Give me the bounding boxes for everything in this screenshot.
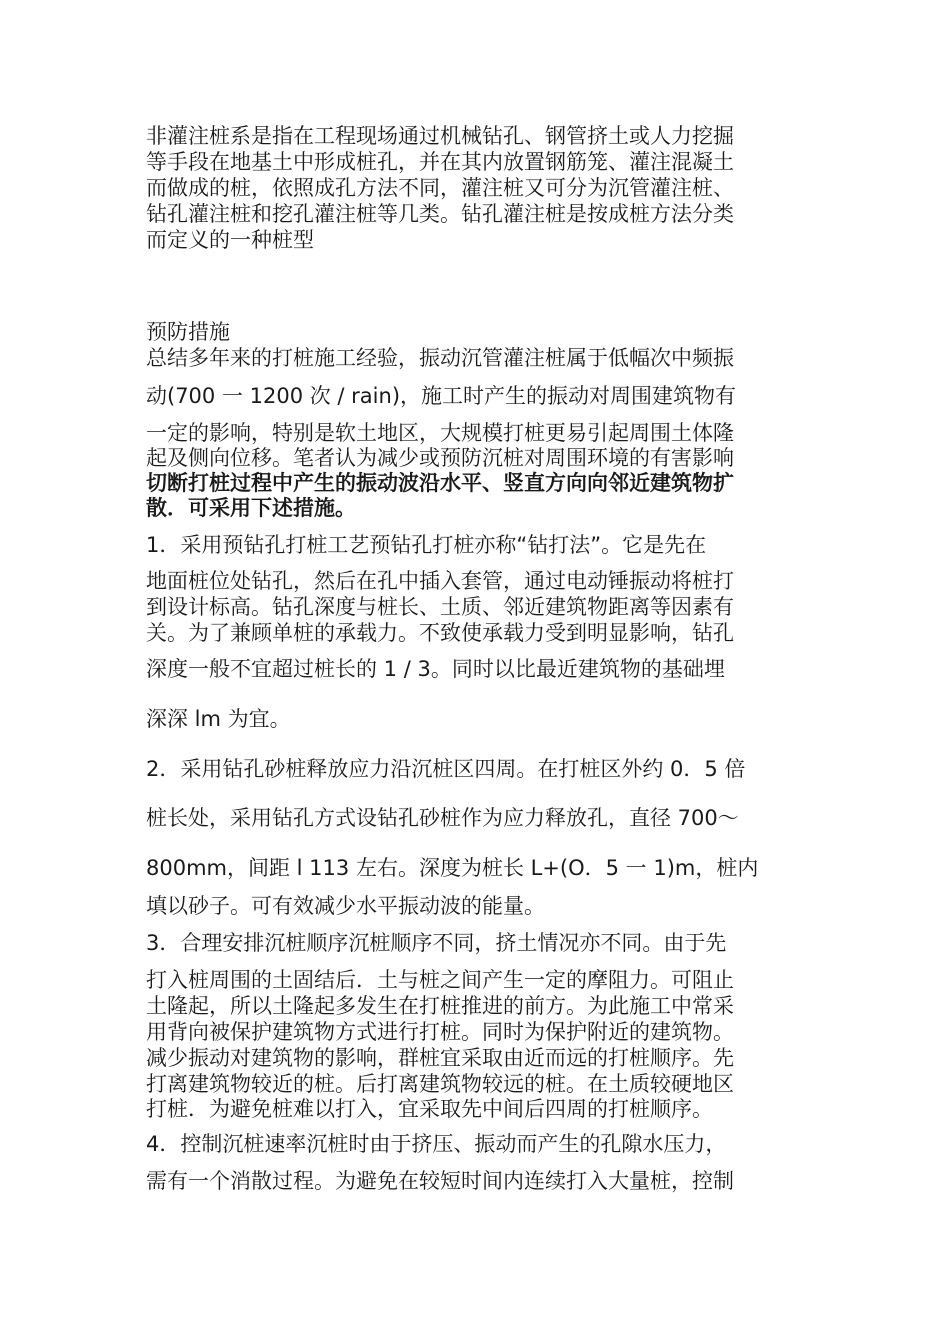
summary-line: 一定的影响，特别是软土地区，大规模打桩更易引起周围土体隆 (146, 421, 734, 445)
item-3-line: 打桩．为避免桩难以打入，宜采取先中间后四周的打桩顺序。 (146, 1097, 713, 1121)
item-3-line: 打入桩周围的土固结后．土与桩之间产生一定的摩阻力。可阻止 (146, 968, 734, 992)
item-3-line: 土隆起，所以土隆起多发生在打桩推进的前方。为此施工中常采 (146, 994, 734, 1018)
item-3-line: 打离建筑物较近的桩。后打离建筑物较远的桩。在土质较硬地区 (146, 1072, 734, 1096)
item-1-line: 关。为了兼顾单桩的承载力。不致使承载力受到明显影响，钻孔 (146, 621, 734, 645)
item-1-line: 到设计标高。钻孔深度与桩长、土质、邻近建筑物距离等因素有 (146, 595, 734, 619)
item-1-line: 1．采用预钻孔打桩工艺预钻孔打桩亦称“钻打法”。它是先在 (146, 533, 707, 557)
item-2-line: 桩长处，采用钻孔方式设钻孔砂桩作为应力释放孔，直径 700～ (146, 806, 739, 830)
item-3-line: 减少振动对建筑物的影响，群桩宜采取由近而远的打桩顺序。先 (146, 1046, 734, 1070)
item-2-line: 2．采用钻孔砂桩释放应力沿沉桩区四周。在打桩区外约 0．5 倍 (146, 757, 746, 781)
item-1-line: 深度一般不宜超过桩长的 1 / 3。同时以比最近建筑物的基础埋 (146, 657, 725, 681)
item-1-line: 深深 lm 为宜。 (146, 707, 291, 731)
item-4-line: 需有一个消散过程。为避免在较短时间内连续打入大量桩，控制 (146, 1169, 734, 1193)
item-3-line: 3．合理安排沉桩顺序沉桩顺序不同，挤土情况亦不同。由于先 (146, 931, 727, 955)
intro-line: 而定义的一种桩型 (146, 228, 314, 252)
intro-line: 非灌注桩系是指在工程现场通过机械钻孔、钢管挤土或人力挖掘 (146, 124, 734, 148)
item-1-line: 地面桩位处钻孔，然后在孔中插入套管，通过电动锤振动将桩打 (146, 569, 734, 593)
summary-line: 散．可采用下述措施。 (146, 496, 356, 520)
summary-line: 起及侧向位移。笔者认为减少或预防沉桩对周围环境的有害影响 (146, 446, 734, 470)
intro-line: 而做成的桩，依照成孔方法不同，灌注桩又可分为沉管灌注桩、 (146, 176, 734, 200)
section-title: 预防措施 (146, 320, 230, 344)
summary-line: 总结多年来的打桩施工经验，振动沉管灌注桩属于低幅次中频振 (146, 346, 734, 370)
summary-line: 动(700 一 1200 次 / rain)，施工时产生的振动对周围建筑物有 (146, 384, 737, 408)
item-2-line: 800mm，间距 l 113 左右。深度为桩长 L+(O．5 一 1)m，桩内 (146, 856, 759, 880)
intro-line: 钻孔灌注桩和挖孔灌注桩等几类。钻孔灌注桩是按成桩方法分类 (146, 202, 734, 226)
summary-line: 切断打桩过程中产生的振动波沿水平、竖直方向向邻近建筑物扩 (146, 471, 734, 495)
intro-line: 等手段在地基土中形成桩孔，并在其内放置钢筋笼、灌注混凝土 (146, 150, 734, 174)
item-3-line: 用背向被保护建筑物方式进行打桩。同时为保护附近的建筑物。 (146, 1020, 734, 1044)
item-2-line: 填以砂子。可有效减少水平振动波的能量。 (146, 894, 545, 918)
item-4-line: 4．控制沉桩速率沉桩时由于挤压、振动而产生的孔隙水压力， (146, 1132, 727, 1156)
